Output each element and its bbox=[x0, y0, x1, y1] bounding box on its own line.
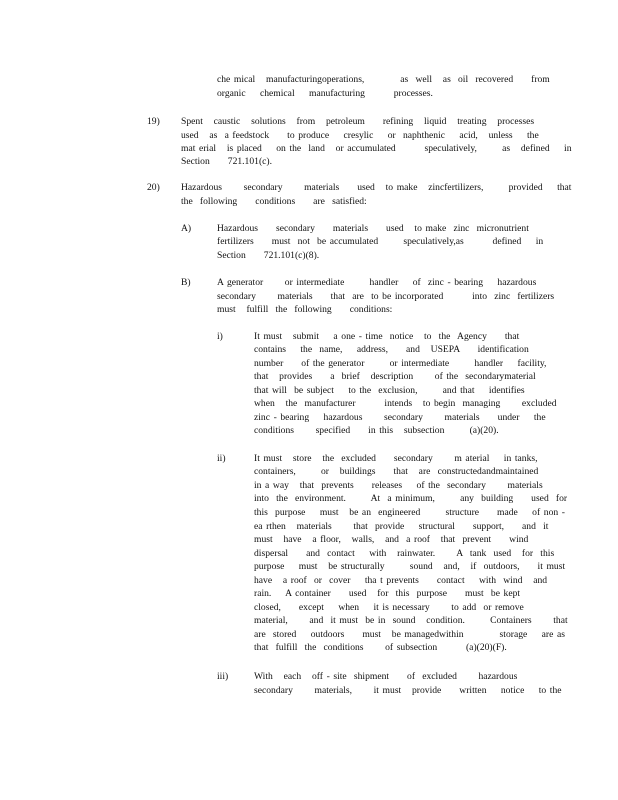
text-line: closed, except when it is necessary to add or remove bbox=[254, 602, 524, 613]
text-line: used as a feedstock to produce cresylic or naphthenic acid, unless the bbox=[181, 130, 539, 141]
text-line: che mical manufacturingoperations, as well as oil recovered from bbox=[217, 74, 550, 85]
clause-numeral: iii) bbox=[217, 671, 229, 682]
text-line: With each off - site shipment of excluded hazardous bbox=[254, 671, 518, 682]
text-line: contains the name, address, and USEPA identification bbox=[254, 344, 529, 355]
text-line: dispersal and contact with rainwater. A tank used for this bbox=[254, 548, 555, 559]
text-line: It must store the excluded secondary m aterial in tanks, bbox=[254, 453, 538, 464]
item-number: 20) bbox=[147, 182, 160, 193]
text-line: Hazardous secondary materials used to make zinc micronutrient bbox=[217, 223, 529, 234]
text-line: have a roof or cover tha t prevents contact with wind and bbox=[254, 575, 548, 586]
text-line: organic chemical manufacturing processes. bbox=[217, 88, 433, 99]
text-line: mat erial is placed on the land or accumulated speculatively, as defined in bbox=[181, 143, 572, 154]
text-line: when the manufacturer intends to begin managing excluded bbox=[254, 398, 557, 409]
text-line: zinc - bearing hazardous secondary materials under the bbox=[254, 412, 546, 423]
clause-numeral: ii) bbox=[217, 453, 226, 464]
text-line: material, and it must be in sound condition. Containers that bbox=[254, 615, 568, 626]
text-line: the following conditions are satisfied: bbox=[181, 196, 367, 207]
text-line: It must submit a one - time notice to the Agency that bbox=[254, 331, 520, 342]
text-line: into the environment. At a minimum, any building used for bbox=[254, 493, 568, 504]
text-line: Spent caustic solutions from petroleum refining liquid treating processes bbox=[181, 116, 535, 127]
text-line: conditions specified in this subsection (a)(20). bbox=[254, 425, 499, 436]
subitem-letter: A) bbox=[181, 223, 192, 234]
text-line: are stored outdoors must be managedwithin storage are as bbox=[254, 629, 565, 640]
text-line: rain. A container used for this purpose must be kept bbox=[254, 588, 521, 599]
text-line: this purpose must be an engineered structure made of non - bbox=[254, 507, 565, 518]
text-line: that fulfill the conditions of subsection (a)(20)(F). bbox=[254, 642, 507, 653]
text-line: in a way that prevents releases of the secondary materials bbox=[254, 480, 543, 491]
text-line: must have a floor, walls, and a roof that prevent wind bbox=[254, 534, 529, 545]
clause-numeral: i) bbox=[217, 331, 223, 342]
text-line: number of the generator or intermediate handler facility, bbox=[254, 358, 547, 369]
text-line: that provides a brief description of the secondarymaterial bbox=[254, 371, 536, 382]
text-line: fertilizers must not be accumulated speculatively,as defined in bbox=[217, 236, 544, 247]
text-line: secondary materials, it must provide written notice to the bbox=[254, 685, 562, 696]
text-line: secondary materials that are to be incorporated into zinc fertilizers bbox=[217, 291, 555, 302]
text-line: Section 721.101(c). bbox=[181, 156, 272, 167]
text-line: must fulfill the following conditions: bbox=[217, 304, 393, 315]
text-line: Hazardous secondary materials used to make zincfertilizers, provided that bbox=[181, 182, 572, 193]
subitem-letter: B) bbox=[181, 277, 191, 288]
text-line: that will be subject to the exclusion, and that identifies bbox=[254, 385, 525, 396]
text-line: A generator or intermediate handler of zinc - bearing hazardous bbox=[217, 277, 537, 288]
text-line: containers, or buildings that are constructedandmaintained bbox=[254, 466, 539, 477]
text-line: purpose must be structurally sound and, if outdoors, it must bbox=[254, 561, 566, 572]
text-line: ea rthen materials that provide structural support, and it bbox=[254, 521, 549, 532]
text-line: Section 721.101(c)(8). bbox=[217, 250, 320, 261]
item-number: 19) bbox=[147, 116, 160, 127]
